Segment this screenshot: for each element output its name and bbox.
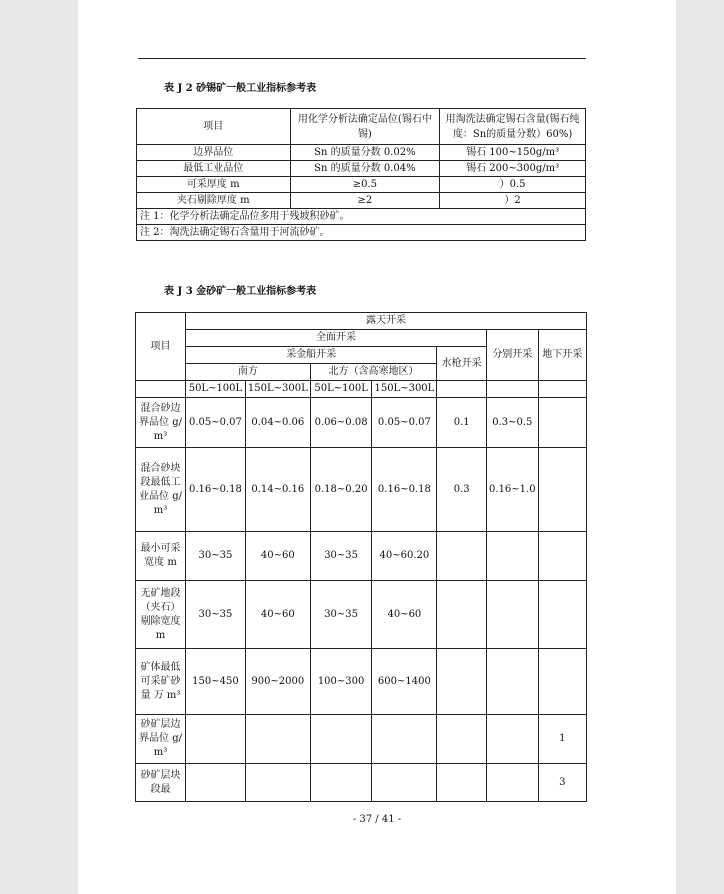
table-header: 地下开采 xyxy=(538,330,586,381)
table-cell: Sn 的质量分数 0.02% xyxy=(290,145,440,161)
table-cell xyxy=(487,381,539,398)
table-cell xyxy=(487,764,539,802)
table-cell: 40~60.20 xyxy=(372,532,437,581)
table-cell: 0.06~0.08 xyxy=(310,398,372,448)
page-number: - 37 / 41 - xyxy=(352,814,402,825)
table-cell: 40~60 xyxy=(245,581,310,649)
table-cell xyxy=(372,715,437,764)
table-cell: 30~35 xyxy=(310,581,372,649)
table-cell: 0.3 xyxy=(437,448,487,532)
table-cell xyxy=(136,381,186,398)
table-header: 用淘洗法确定锡石含量(锡石纯度：Sn的质量分数）60%) xyxy=(440,109,586,145)
table-j2-caption: 表 J 2 砂锡矿一般工业指标参考表 xyxy=(164,83,317,94)
table-cell xyxy=(186,715,246,764)
table-j3 xyxy=(135,312,587,802)
table-header: 采金船开采 xyxy=(186,347,437,364)
header-rule xyxy=(138,58,586,59)
table-header: 露天开采 xyxy=(186,313,587,330)
table-cell: 0.04~0.06 xyxy=(245,398,310,448)
table-cell: 30~35 xyxy=(310,532,372,581)
table-header: 150L~300L xyxy=(372,381,437,398)
table-cell xyxy=(437,715,487,764)
table-cell: 0.14~0.16 xyxy=(245,448,310,532)
table-cell: Sn 的质量分数 0.04% xyxy=(290,161,440,177)
table-header: 用化学分析法确定品位(锡石中锡) xyxy=(290,109,440,145)
table-cell: 0.16~0.18 xyxy=(372,448,437,532)
row-label: 无矿地段（夹石）剔除宽度 m xyxy=(136,581,186,649)
row-label: 混合砂边界品位 g/m³ xyxy=(136,398,186,448)
table-cell xyxy=(538,532,586,581)
table-cell: 3 xyxy=(538,764,586,802)
table-header: 项目 xyxy=(137,109,291,145)
table-row xyxy=(136,764,587,802)
table-cell xyxy=(437,649,487,715)
document-page xyxy=(78,0,676,894)
table-cell xyxy=(487,649,539,715)
table-header: 北方（含高寒地区） xyxy=(310,364,437,381)
table-header: 南方 xyxy=(186,364,311,381)
table-cell: 0.16~1.0 xyxy=(487,448,539,532)
table-row xyxy=(137,145,586,161)
table-row xyxy=(137,193,586,209)
table-cell xyxy=(437,532,487,581)
table-cell: 600~1400 xyxy=(372,649,437,715)
table-cell xyxy=(310,764,372,802)
table-row xyxy=(136,715,587,764)
table-cell xyxy=(372,764,437,802)
table-cell: 100~300 xyxy=(310,649,372,715)
table-header: 项目 xyxy=(136,313,186,381)
table-cell xyxy=(538,448,586,532)
row-label: 砂矿层边界品位 g/m³ xyxy=(136,715,186,764)
table-cell: 锡石 100~150g/m³ xyxy=(440,145,586,161)
table-header: 50L~100L xyxy=(310,381,372,398)
table-header: 50L~100L xyxy=(186,381,246,398)
table-cell: 40~60 xyxy=(372,581,437,649)
table-cell: ≥2 xyxy=(290,193,440,209)
table-cell: 夹石剔除厚度 m xyxy=(137,193,291,209)
row-label: 砂矿层块段最 xyxy=(136,764,186,802)
table-cell: 900~2000 xyxy=(245,649,310,715)
row-label: 矿体最低可采矿砂量 万 m³ xyxy=(136,649,186,715)
table-cell xyxy=(310,715,372,764)
table-header: 分别开采 xyxy=(487,330,539,381)
table-cell: 30~35 xyxy=(186,581,246,649)
table-j2 xyxy=(136,108,586,241)
table-cell: 0.1 xyxy=(437,398,487,448)
table-cell: 锡石 200~300g/m³ xyxy=(440,161,586,177)
table-header: 水枪开采 xyxy=(437,347,487,381)
table-cell xyxy=(245,764,310,802)
table-cell: 边界品位 xyxy=(137,145,291,161)
table-cell xyxy=(538,649,586,715)
table-cell: ）0.5 xyxy=(440,177,586,193)
table-cell xyxy=(487,581,539,649)
table-cell: 150~450 xyxy=(186,649,246,715)
table-cell xyxy=(487,532,539,581)
table-cell xyxy=(487,715,539,764)
table-cell: 0.3~0.5 xyxy=(487,398,539,448)
table-cell: 0.16~0.18 xyxy=(186,448,246,532)
table-cell xyxy=(437,764,487,802)
table-cell xyxy=(538,398,586,448)
table-cell xyxy=(186,764,246,802)
table-row xyxy=(137,161,586,177)
table-row xyxy=(136,581,587,649)
table-header: 150L~300L xyxy=(245,381,310,398)
table-cell: 0.05~0.07 xyxy=(372,398,437,448)
table-cell: 最低工业品位 xyxy=(137,161,291,177)
table-cell xyxy=(538,381,586,398)
row-label: 混合砂块段最低工业品位 g/m³ xyxy=(136,448,186,532)
table-cell: 40~60 xyxy=(245,532,310,581)
table-cell xyxy=(437,381,487,398)
table-row xyxy=(136,398,587,448)
table-row xyxy=(136,532,587,581)
table-header: 全面开采 xyxy=(186,330,487,347)
row-label: 最小可采宽度 m xyxy=(136,532,186,581)
table-cell: ≥0.5 xyxy=(290,177,440,193)
table-cell xyxy=(245,715,310,764)
table-row xyxy=(136,649,587,715)
table-note: 注 1：化学分析法确定品位多用于残坡积砂矿。 xyxy=(137,209,586,225)
table-note: 注 2：淘洗法确定锡石含量用于河流砂矿。 xyxy=(137,225,586,241)
table-cell: 0.18~0.20 xyxy=(310,448,372,532)
table-cell: 1 xyxy=(538,715,586,764)
table-cell: ）2 xyxy=(440,193,586,209)
table-row xyxy=(137,177,586,193)
table-cell: 可采厚度 m xyxy=(137,177,291,193)
table-j3-caption: 表 J 3 金砂矿一般工业指标参考表 xyxy=(164,286,317,297)
table-cell xyxy=(538,581,586,649)
table-cell: 0.05~0.07 xyxy=(186,398,246,448)
table-cell xyxy=(437,581,487,649)
table-cell: 30~35 xyxy=(186,532,246,581)
table-row xyxy=(136,448,587,532)
